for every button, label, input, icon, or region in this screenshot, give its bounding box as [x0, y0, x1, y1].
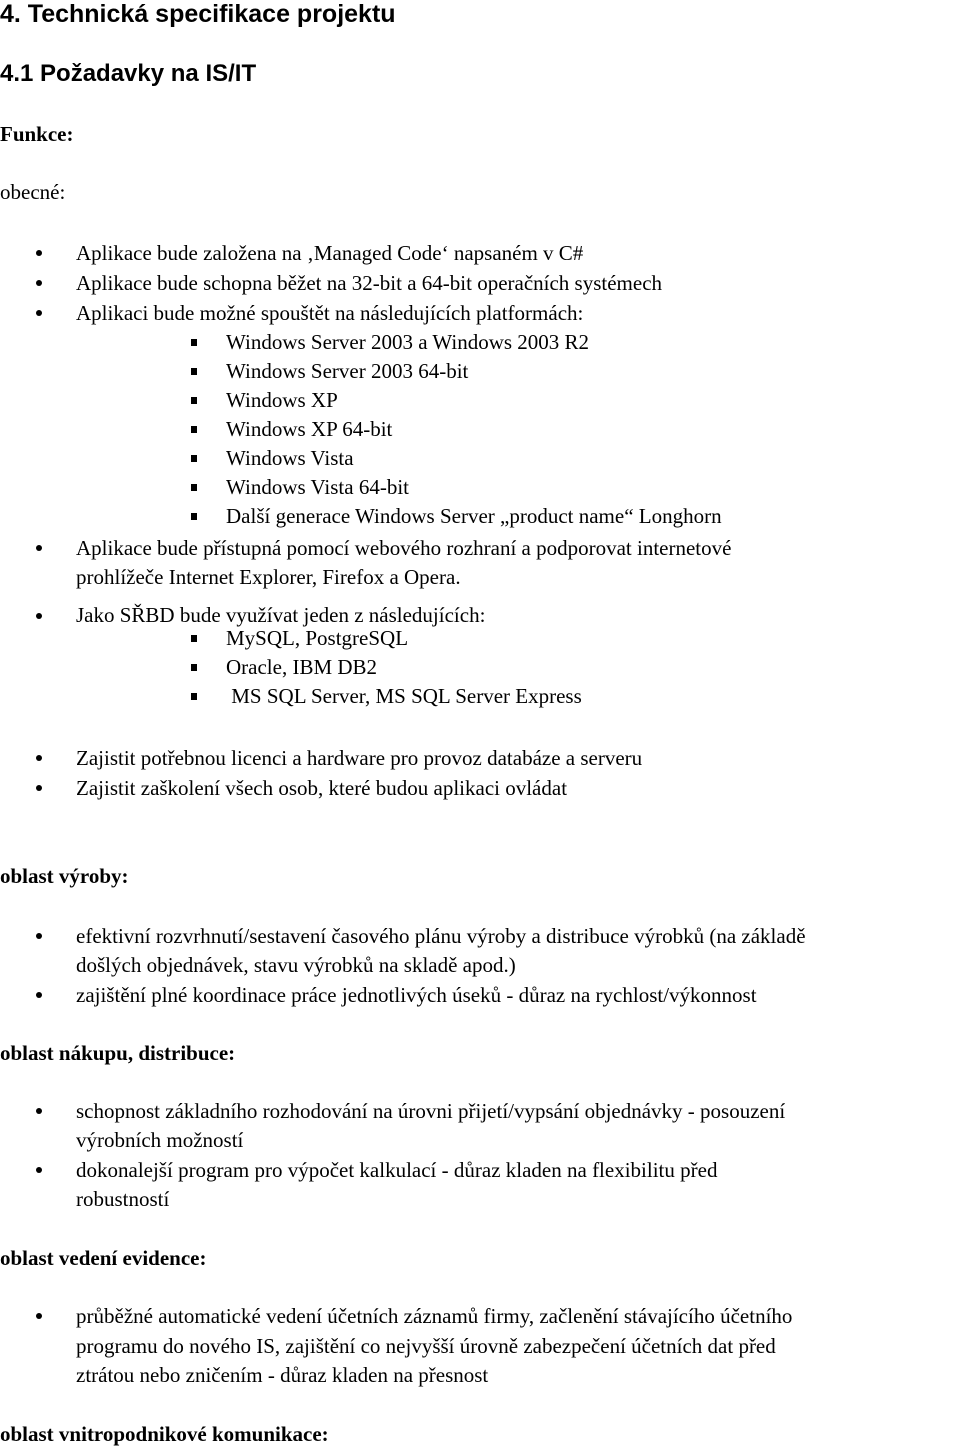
list-item-line: ztrátou nebo zničením - důraz kladen na přesnost: [76, 1363, 489, 1387]
bullet-icon: [36, 545, 42, 551]
database-item: MySQL, PostgreSQL: [226, 626, 409, 650]
platform-item: Windows Server 2003 a Windows 2003 R2: [226, 330, 590, 354]
list-item-line: Aplikace bude přístupná pomocí webového rozhraní a podporovat internetové: [76, 536, 732, 560]
bullet-icon: [36, 755, 42, 761]
platform-item: Další generace Windows Server „product name“ Longhorn: [226, 504, 722, 528]
list-item-line: dokonalejší program pro výpočet kalkulací - důraz kladen na flexibilitu před: [76, 1158, 718, 1182]
platform-item: Windows Vista 64-bit: [226, 475, 410, 499]
square-bullet-icon: [191, 339, 197, 346]
bullet-icon: [36, 785, 42, 791]
square-bullet-icon: [191, 664, 197, 671]
square-bullet-icon: [191, 455, 197, 462]
bullet-icon: [36, 1108, 42, 1114]
section-heading-nakup: oblast nákupu, distribuce:: [0, 1041, 236, 1065]
list-item: Aplikace bude schopna běžet na 32-bit a 64-bit operačních systémech: [76, 271, 663, 295]
bullet-icon: [36, 933, 42, 939]
square-bullet-icon: [191, 397, 197, 404]
list-item-line: schopnost základního rozhodování na úrovni přijetí/vypsání objednávky - posouzení: [76, 1099, 786, 1123]
list-item: Aplikace bude založena na ‚Managed Code‘ napsaném v C#: [76, 241, 584, 265]
bullet-icon: [36, 250, 42, 256]
page-title: 4. Technická specifikace projektu: [0, 0, 396, 28]
bullet-icon: [36, 280, 42, 286]
square-bullet-icon: [191, 635, 197, 642]
database-item: MS SQL Server, MS SQL Server Express: [226, 684, 582, 708]
square-bullet-icon: [191, 484, 197, 491]
list-item: Zajistit potřebnou licenci a hardware pro provoz databáze a serveru: [76, 746, 643, 770]
platform-item: Windows XP: [226, 388, 338, 412]
list-item-line: došlých objednávek, stavu výrobků na skladě apod.): [76, 953, 516, 977]
list-item-line: průběžné automatické vedení účetních záznamů firmy, začlenění stávajícího účetního: [76, 1304, 793, 1328]
list-item-line: robustností: [76, 1187, 170, 1211]
section-heading-vyroba: oblast výroby:: [0, 864, 129, 888]
list-item-line: efektivní rozvrhnutí/sestavení časového plánu výroby a distribuce výrobků (na základě: [76, 924, 806, 948]
bullet-icon: [36, 613, 42, 619]
section-subtitle: 4.1 Požadavky na IS/IT: [0, 60, 257, 87]
section-heading-komunikace: oblast vnitropodnikové komunikace:: [0, 1422, 329, 1446]
list-item: zajištění plné koordinace práce jednotlivých úseků - důraz na rychlost/výkonnost: [76, 983, 757, 1007]
list-item: Zajistit zaškolení všech osob, které budou aplikaci ovládat: [76, 776, 568, 800]
platform-item: Windows Vista: [226, 446, 354, 470]
square-bullet-icon: [191, 513, 197, 520]
list-item: Aplikaci bude možné spouštět na následujících platformách:: [76, 301, 584, 325]
platform-item: Windows XP 64-bit: [226, 417, 393, 441]
bullet-icon: [36, 992, 42, 998]
square-bullet-icon: [191, 426, 197, 433]
bullet-icon: [36, 1167, 42, 1173]
database-item: Oracle, IBM DB2: [226, 655, 378, 679]
bullet-icon: [36, 310, 42, 316]
list-item-line: prohlížeče Internet Explorer, Firefox a Opera.: [76, 565, 461, 589]
section-heading-evidence: oblast vedení evidence:: [0, 1246, 207, 1270]
funkce-label: Funkce:: [0, 122, 74, 146]
square-bullet-icon: [191, 368, 197, 375]
bullet-icon: [36, 1313, 42, 1319]
square-bullet-icon: [191, 693, 197, 700]
list-item: Jako SŘBD bude využívat jeden z následujících:: [76, 603, 486, 627]
obecne-label: obecné:: [0, 180, 66, 204]
list-item-line: programu do nového IS, zajištění co nejvyšší úrovně zabezpečení účetních dat před: [76, 1334, 776, 1358]
platform-item: Windows Server 2003 64-bit: [226, 359, 469, 383]
list-item-line: výrobních možností: [76, 1128, 244, 1152]
